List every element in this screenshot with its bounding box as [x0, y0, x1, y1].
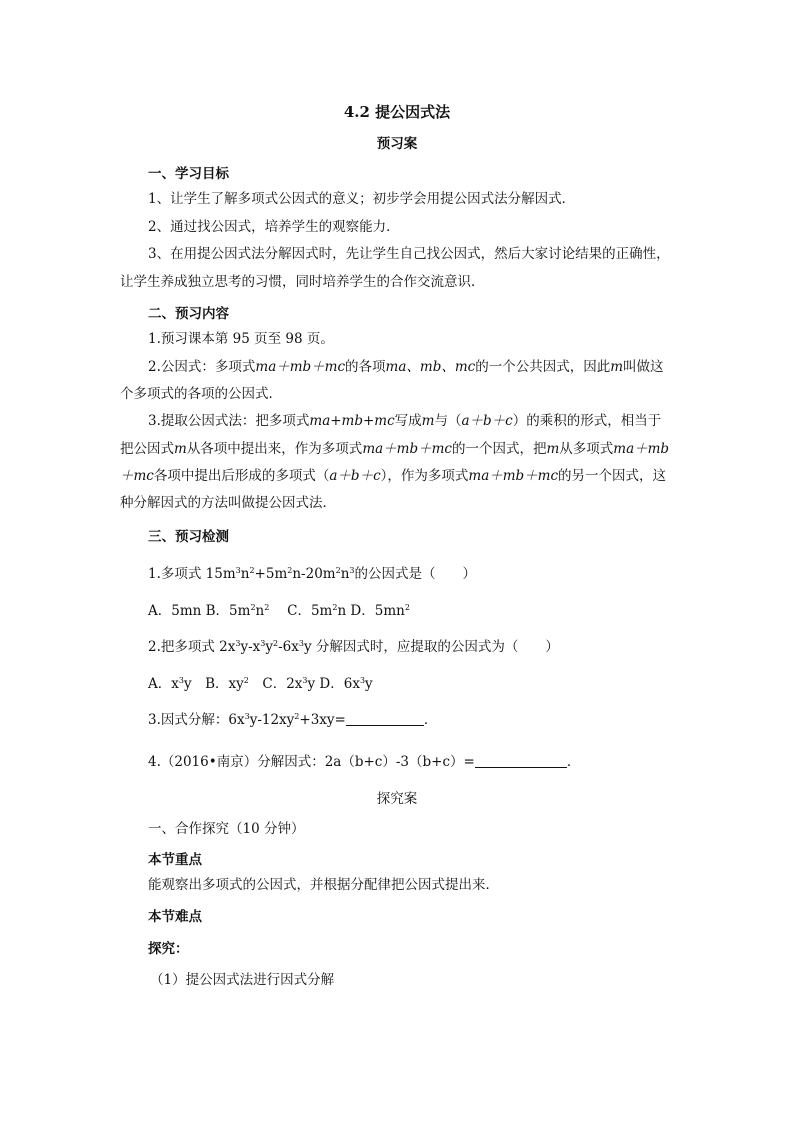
text-span: 从多项式 [559, 441, 614, 457]
math-expr: a＋b＋c [329, 468, 381, 484]
superscript: 2 [273, 639, 279, 648]
text-span: 写成 [394, 413, 422, 429]
goal-item-3: 3、在用提公因式法分解因式时，先让学生自己找公因式，然后大家讨论结果的正确性， [148, 246, 670, 262]
text-span: n [240, 566, 250, 582]
math-expr: m [421, 413, 435, 429]
math-expr: ma＋mb＋mc [255, 359, 346, 375]
key-point-label: 本节重点 [148, 852, 202, 868]
superscript: 3 [235, 639, 241, 648]
content-item-3-line3 [120, 467, 666, 485]
text-span: ． [566, 754, 581, 770]
text-span: -6x [278, 639, 299, 655]
difficulty-label: 本节难点 [148, 909, 202, 925]
section-heading-cooperate: 一、合作探究（10 分钟） [148, 821, 305, 837]
text-span: y [365, 676, 373, 692]
math-expr: ma+mb+mc [309, 413, 395, 429]
text-span: 与（ [434, 413, 462, 429]
question-3 [148, 711, 437, 729]
math-expr: ma＋mb＋mc [468, 468, 559, 484]
goal-item-2: 2、通过找公因式，培养学生的观察能力． [148, 219, 400, 235]
superscript: 2 [332, 603, 338, 612]
text-span: y-x [240, 639, 261, 655]
text-span: n [340, 566, 350, 582]
superscript: 3 [244, 712, 250, 721]
math-expr: ma＋mb＋mc [362, 441, 452, 457]
content-item-3-line4: 种分解因式的方法叫做提公因式法． [120, 495, 336, 511]
answer-blank[interactable] [475, 754, 567, 768]
superscript: 3 [260, 639, 266, 648]
text-span: 4.（2016•南京）分解因式：2a（b+c）-3（b+c）= [148, 754, 475, 770]
section-heading-goals: 一、学习目标 [148, 166, 229, 182]
text-span: n D．5mn [337, 603, 405, 619]
text-span: 3.因式分解：6x [148, 712, 245, 728]
text-span: ），作为多项式 [380, 468, 469, 484]
goal-item-3-cont: 让学生养成独立思考的习惯，同时培养学生的合作交流意识． [120, 274, 485, 290]
math-expr: m [546, 441, 560, 457]
text-span: +5m [254, 566, 288, 582]
content-item-3-line2 [120, 440, 669, 458]
content-item-3 [148, 412, 661, 430]
math-expr: ma、mb、mc [385, 359, 476, 375]
key-point-text: 能观察出多项式的公因式，并根据分配律把公因式提出来． [148, 877, 499, 893]
superscript: 2 [294, 712, 300, 721]
math-expr: ma＋mb [613, 441, 670, 457]
document-title: 4.2 提公因式法 [343, 103, 451, 121]
text-span: 的一个因式，把 [451, 441, 547, 457]
text-span: y-12xy [249, 712, 295, 728]
text-span: A．5mn B．5m [148, 603, 251, 619]
section-heading-check: 三、预习检测 [148, 529, 229, 545]
text-span: 各项中提出后形成的多项式（ [153, 468, 330, 484]
explore-label: 探究： [148, 941, 189, 957]
superscript: 3 [349, 566, 355, 575]
superscript: 3 [298, 639, 304, 648]
superscript: 3 [359, 676, 366, 685]
explore-heading: 探究案 [376, 791, 418, 807]
text-span: y 分解因式时，应提取的公因式为（ ） [303, 639, 559, 655]
text-span: n [255, 603, 265, 619]
question-2-options [148, 675, 373, 693]
text-span: ）的乘积的形式，相当于 [512, 413, 662, 429]
text-span: y B．xy [183, 676, 244, 692]
section-heading-content: 二、预习内容 [148, 306, 229, 322]
math-expr: m [174, 441, 187, 457]
superscript: 2 [287, 566, 293, 575]
preview-heading: 预习案 [376, 136, 418, 152]
text-span: ． [423, 712, 438, 728]
text-span: C．2x [248, 676, 303, 692]
content-item-2 [148, 358, 664, 376]
explore-item-1: （1）提公因式法进行因式分解 [150, 972, 335, 988]
text-span: 2.把多项式 2x [148, 639, 236, 655]
math-expr: ＋mc [120, 468, 154, 484]
text-span: 的公因式是（ ） [354, 566, 476, 582]
text-span: C．5m [269, 603, 333, 619]
text-span: 把公因式 [120, 441, 174, 457]
question-1 [148, 565, 476, 583]
question-1-options [148, 602, 410, 620]
superscript: 2 [264, 603, 270, 612]
text-span: y D．6x [307, 676, 360, 692]
superscript: 2 [335, 566, 341, 575]
superscript: 2 [249, 566, 255, 575]
text-span: 的另一个因式，这 [558, 468, 667, 484]
superscript: 3 [302, 676, 308, 685]
superscript: 2 [243, 676, 249, 685]
text-span: +3xy= [299, 712, 346, 728]
text-span: 叫做这 [623, 359, 664, 375]
text-span: 从各项中提出来，作为多项式 [186, 441, 363, 457]
text-span: 的各项 [345, 359, 386, 375]
content-item-1: 1.预习课本第 95 页至 98 页。 [148, 331, 334, 347]
text-span: y [265, 639, 274, 655]
superscript: 3 [178, 676, 184, 685]
superscript: 2 [404, 603, 410, 612]
text-span: n-20m [292, 566, 336, 582]
math-expr: a＋b＋c [461, 413, 513, 429]
text-span: A．x [148, 676, 179, 692]
text-span: 3.提取公因式法：把多项式 [148, 413, 310, 429]
answer-blank[interactable] [346, 712, 424, 726]
content-item-2-cont: 个多项式的各项的公因式． [120, 386, 282, 402]
text-span: 的一个公共因式，因此 [475, 359, 611, 375]
text-span: 1.多项式 15m [148, 566, 236, 582]
question-2 [148, 638, 559, 656]
superscript: 2 [250, 603, 256, 612]
question-4 [148, 753, 580, 771]
math-expr: m [610, 359, 624, 375]
goal-item-1: 1、让学生了解多项式公因式的意义；初步学会用提公因式法分解因式． [148, 191, 576, 207]
superscript: 3 [235, 566, 241, 575]
text-span: 2.公因式：多项式 [148, 359, 256, 375]
